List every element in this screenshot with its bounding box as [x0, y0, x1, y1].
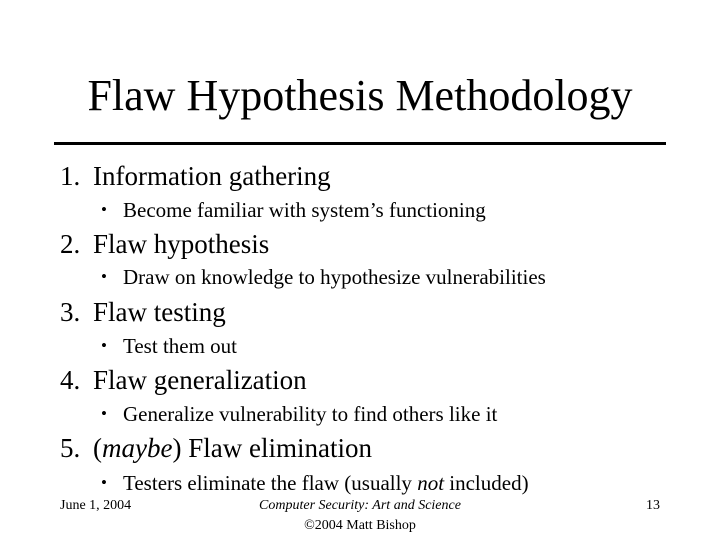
outline-detail-2: [101, 264, 546, 290]
footer-course-title: Computer Security: Art and Science: [259, 498, 461, 513]
detail-text: Test them out: [123, 334, 238, 358]
item-title: Flaw testing: [93, 297, 226, 327]
bullet-icon: •: [101, 473, 107, 492]
item-title: Information gathering: [93, 161, 331, 191]
outline-item-4: [60, 364, 307, 396]
footer-course-info: [220, 496, 500, 536]
item-title: Flaw generalization: [93, 365, 307, 395]
detail-text: Become familiar with system’s functioning: [123, 198, 486, 222]
outline-detail-4: [101, 401, 497, 427]
outline-item-3: [60, 296, 226, 328]
slide-title: Flaw Hypothesis Methodology: [87, 71, 633, 120]
item-number: 4.: [60, 365, 81, 395]
outline-detail-3: [101, 333, 237, 359]
item-title: Flaw elimination: [181, 433, 372, 463]
detail-text: Draw on knowledge to hypothesize vulnerabilities: [123, 265, 546, 289]
item-number: 1.: [60, 161, 81, 191]
outline-item-1: [60, 160, 331, 192]
item-title: Flaw hypothesis: [93, 229, 270, 259]
footer-copyright: ©2004 Matt Bishop: [304, 518, 416, 533]
item-title-open-paren: (: [93, 433, 102, 463]
outline-item-2: [60, 228, 269, 260]
bullet-icon: •: [101, 200, 107, 219]
item-number: 2.: [60, 229, 81, 259]
detail-text: Generalize vulnerability to find others like it: [123, 402, 498, 426]
item-title-maybe: maybe: [102, 433, 173, 463]
item-number: 3.: [60, 297, 81, 327]
detail-text-emphasis: not: [417, 471, 445, 495]
outline-detail-5: [101, 470, 529, 496]
footer-date: June 1, 2004: [60, 498, 132, 513]
footer-page-number: 13: [646, 498, 660, 513]
bullet-icon: •: [101, 336, 107, 355]
item-number: 5.: [60, 433, 81, 463]
bullet-icon: •: [101, 404, 107, 423]
item-title-close-paren: ): [172, 433, 182, 463]
detail-text-after: included): [444, 471, 529, 495]
detail-text-before: Testers eliminate the flaw (usually: [123, 471, 418, 495]
outline-item-5: [60, 432, 372, 464]
outline-detail-1: [101, 197, 486, 223]
bullet-icon: •: [101, 267, 107, 286]
